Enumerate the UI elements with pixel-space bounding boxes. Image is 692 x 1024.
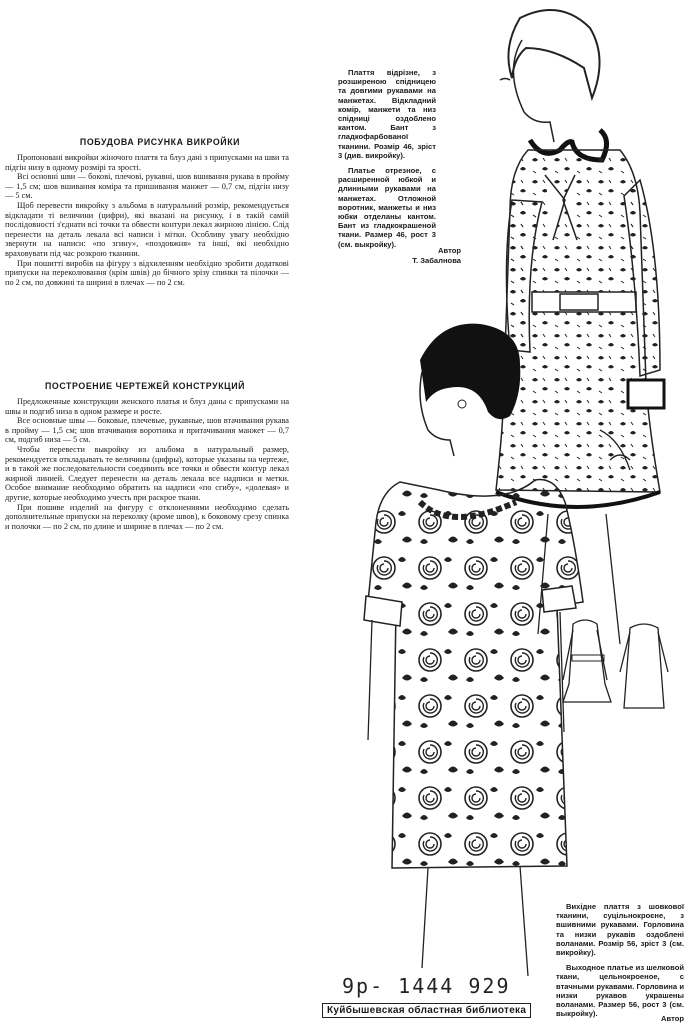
author-bottom: Автор (661, 1014, 684, 1023)
small-dress-sketches (563, 620, 668, 708)
caption-ukr: Вихідне плаття з шовкової тканини, суцільнокроєне, з вшивними рукавами. Горловина та низки рукавів оздоблені воланами. Розмір 56, зріст 3 (см. викройку). (556, 902, 684, 958)
paragraph: При пошиве изделий на фигуру с отклонениями необходимо сделать дополнительные припуски на переколку (кроме швов), к боковому срезу спинка и полочки — по 2 см, по длине и ширине в плечах — по 2 см. (5, 502, 289, 531)
paragraph: Щоб перевести викройку з альбома в натуральний розмір, рекомендується відкладати ті величини (цифри), які вказані на рисунку, і в такій самій послідовності з'єднати всі точки та обвести контури лекал жирною лінією. Слід перенести на деталь лекала всі написи і мітки. Особливу увагу необхідно звернути на написи: «по згину», «поздовжня» та інші, які необхідно враховувати під час розкрою тканини. (5, 200, 289, 258)
caption-ukr: Плаття відрізне, з розширеною спідницею та довгими рукавами на манжетах. Відкладний комір, манжети та низ спідниці оздоблено кантом. Бант з гладкофарбованої тканини. Розмір 46, зріст 3 (див. викройку). (338, 68, 436, 160)
paragraph: Чтобы перевести выкройку из альбома в натуральный размер, рекомендуется откладывать те величины (цифры), которые указаны на чертеже, и в такой же последовательности соединить все точки и обвести контур лекал жирной линией. Следует перенести на деталь лекала все надписи и метки. Особое внимание необходимо обратить на надписи «по сгибу», «долевая» и другие, которые необходимо учесть при раскрое ткани. (5, 444, 289, 502)
caption-rus: Платье отрезное, с расширенной юбкой и длинными рукавами на манжетах. Отложной воротник, манжеты и низ юбки отделаны кантом. Бант из гладкокрашеной ткани. Размер 46, рост 3 (см. выкройку). (338, 166, 436, 249)
paragraph: Всі основні шви — бокові, плечові, рукавні, шов вшивання рукава в пройму — 1,5 см; шов вшивання коміра та пришивання манжет — 0,7 см, підгін низу — 5 см. (5, 172, 289, 201)
author-name: Т. Забалнова (412, 255, 461, 265)
handwritten-number: 9р- 1444 929 (342, 974, 511, 998)
heading-ukr: ПОБУДОВА РИСУНКА ВИКРОЙКИ (79, 137, 241, 147)
paragraph: При пошитті виробів на фігуру з відхиленням необхідно зробити додаткові припуски на переколювання (крім швів) до бічного зрізу спинки та пілочки — по 2 см, по довжині та ширині в плечах — по 2 см. (5, 258, 289, 287)
author-label: Автор (438, 246, 461, 255)
paragraph: Предложенные конструкции женского платья и блуз даны с припусками на швы и подгиб низа в одном размере и росте. (5, 397, 289, 416)
library-stamp: Куйбышевская областная библиотека (322, 1003, 531, 1018)
paragraph: Пропоновані викройки жіночого плаття та блуз дані з припусками на шви та підгін низу в одному розмірі та зрості. (5, 153, 289, 172)
heading-rus: ПОСТРОЕНИЕ ЧЕРТЕЖЕЙ КОНСТРУКЦИЙ (44, 381, 246, 391)
paragraph: Все основные швы — боковые, плечевые, рукавные, шов втачивания рукава в пройму — 1,5 см; шов втачивания воротника и притачивания манжет — 0,7 см, подгиб низа — 5 см. (5, 416, 289, 445)
caption-rus: Выходное платье из шелковой ткани, цельнокроеное, с втачными рукавами. Горловина и низки рукавов украшены воланами. Размер 56, рост 3 (см. выкройку). (556, 963, 684, 1019)
